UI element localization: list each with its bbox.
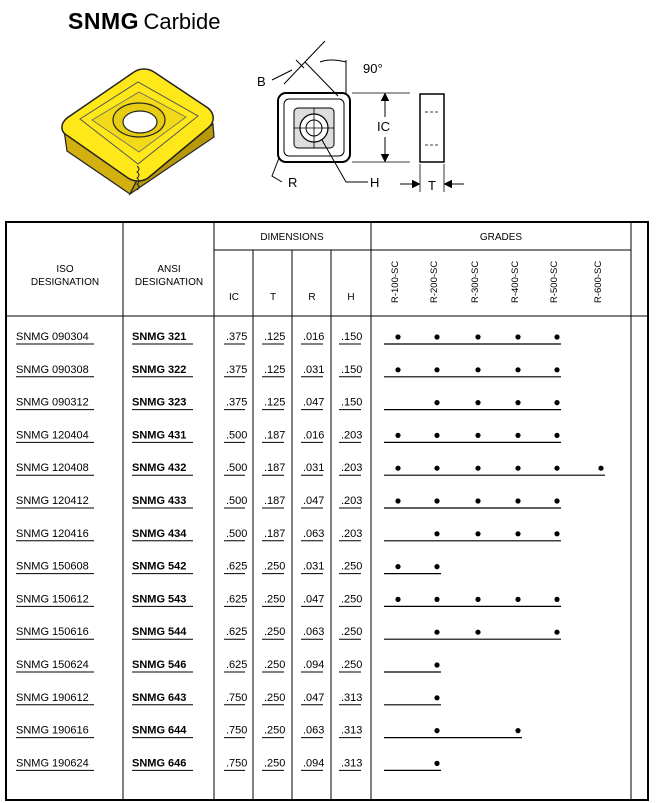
- dim-r: .047: [303, 691, 325, 704]
- angle-label: 90°: [363, 61, 383, 76]
- dim-t: .250: [264, 691, 286, 704]
- ansi-designation: SNMG 433: [132, 495, 187, 507]
- iso-designation: SNMG 150616: [16, 626, 89, 639]
- dim-t: .187: [264, 429, 286, 442]
- iso-designation: SNMG 190612: [16, 691, 89, 704]
- dim-r: .031: [303, 462, 325, 475]
- grade-available-dot: [475, 630, 480, 635]
- grade-available-dot: [395, 433, 400, 438]
- dim-header-r: R: [308, 292, 316, 303]
- dim-r: .031: [303, 560, 325, 573]
- ansi-designation: SNMG 543: [132, 593, 187, 606]
- title-material: Carbide: [143, 9, 221, 34]
- iso-header-line2: DESIGNATION: [30, 277, 100, 288]
- ansi-designation: SNMG 322: [132, 363, 187, 376]
- grade-available-dot: [395, 334, 400, 339]
- spec-table-frame: [6, 222, 648, 800]
- dim-h: .150: [341, 331, 363, 343]
- grade-available-dot: [554, 498, 559, 503]
- grade-available-dot: [554, 400, 559, 405]
- grade-available-dot: [475, 367, 480, 372]
- dim-t: .250: [264, 593, 286, 606]
- dim-h: .313: [341, 757, 363, 770]
- dim-r: .047: [303, 396, 325, 409]
- table-row: [16, 462, 605, 475]
- b-label: B: [257, 74, 266, 89]
- dim-h: .150: [341, 363, 363, 376]
- grade-available-dot: [515, 597, 520, 602]
- dim-t: .250: [264, 659, 286, 671]
- dim-ic: .500: [226, 429, 248, 442]
- grade-available-dot: [515, 433, 520, 438]
- ansi-designation: SNMG 432: [132, 462, 187, 475]
- table-row: [16, 725, 522, 738]
- dim-r: .094: [303, 757, 325, 770]
- dim-t: .187: [264, 527, 286, 540]
- dim-header-t: T: [269, 292, 277, 303]
- dim-t: .250: [264, 724, 286, 737]
- dim-h: .250: [341, 560, 363, 573]
- grade-available-dot: [395, 367, 400, 372]
- ansi-designation: SNMG 646: [132, 757, 187, 770]
- grade-available-dot: [475, 334, 480, 339]
- grade-available-dot: [434, 597, 439, 602]
- grade-available-dot: [554, 433, 559, 438]
- grade-available-dot: [554, 334, 559, 339]
- grade-available-dot: [434, 334, 439, 339]
- dim-ic: .375: [226, 331, 248, 343]
- iso-designation: SNMG 120404: [16, 429, 89, 442]
- iso-designation: SNMG 150624: [16, 659, 89, 671]
- grade-available-dot: [554, 367, 559, 372]
- grade-available-dot: [515, 531, 520, 536]
- grade-available-dot: [434, 728, 439, 733]
- dim-h: .313: [341, 724, 363, 737]
- table-row: [16, 593, 561, 606]
- grade-available-dot: [554, 466, 559, 471]
- grade-available-dot: [515, 367, 520, 372]
- table-row: [16, 626, 561, 639]
- grade-available-dot: [515, 498, 520, 503]
- dim-t: .250: [264, 757, 286, 770]
- grade-available-dot: [475, 498, 480, 503]
- iso-designation: SNMG 150608: [16, 560, 89, 573]
- dim-t: .250: [264, 560, 286, 573]
- grade-available-dot: [475, 597, 480, 602]
- dim-ic: .500: [226, 462, 248, 475]
- grade-available-dot: [554, 531, 559, 536]
- grade-available-dot: [554, 597, 559, 602]
- table-row: [16, 397, 561, 410]
- dim-h: .203: [341, 527, 363, 540]
- grade-available-dot: [434, 761, 439, 766]
- grade-header-r-400-sc: R-400-SC: [510, 260, 521, 303]
- iso-designation: SNMG 190624: [16, 757, 89, 770]
- grade-available-dot: [434, 531, 439, 536]
- dim-r: .047: [303, 593, 325, 606]
- dim-t: .125: [264, 331, 286, 343]
- grade-available-dot: [515, 466, 520, 471]
- ansi-designation: SNMG 323: [132, 396, 187, 409]
- grade-available-dot: [475, 433, 480, 438]
- iso-designation: SNMG 190616: [16, 724, 89, 737]
- grade-header-group: [390, 261, 604, 303]
- dim-r: .031: [303, 363, 325, 376]
- dim-h: .203: [341, 429, 363, 442]
- dim-ic: .750: [226, 757, 248, 770]
- ansi-designation: SNMG 544: [132, 626, 187, 639]
- title-code: SNMG: [68, 8, 139, 34]
- iso-designation: SNMG 090312: [16, 396, 89, 409]
- grade-available-dot: [434, 498, 439, 503]
- dim-h: .250: [341, 659, 363, 671]
- dim-r: .063: [303, 724, 325, 737]
- iso-designation: SNMG 150612: [16, 593, 89, 606]
- dim-h: .313: [341, 691, 363, 704]
- grade-available-dot: [475, 466, 480, 471]
- grade-available-dot: [515, 400, 520, 405]
- iso-designation: SNMG 090308: [16, 363, 89, 376]
- h-label: H: [370, 175, 380, 190]
- dim-ic: .625: [226, 560, 248, 573]
- grade-available-dot: [434, 400, 439, 405]
- ansi-designation: SNMG 644: [132, 724, 187, 737]
- ansi-header-line1: ANSI: [157, 264, 181, 275]
- dim-r: .063: [303, 626, 325, 639]
- dim-h: .203: [341, 462, 363, 475]
- table-header: [31, 232, 523, 303]
- insert-illustration: [62, 69, 214, 194]
- grade-available-dot: [395, 564, 400, 569]
- iso-header-line1: ISO: [56, 264, 74, 275]
- grade-header-r-600-sc: R-600-SC: [593, 260, 604, 303]
- dim-t: .187: [264, 495, 286, 507]
- dim-ic: .625: [226, 593, 248, 606]
- table-row: [16, 757, 441, 770]
- dim-ic: .375: [226, 396, 248, 409]
- grade-available-dot: [515, 334, 520, 339]
- table-row: [16, 561, 441, 574]
- dimensions-header: DIMENSIONS: [260, 232, 324, 243]
- dim-t: .125: [264, 396, 286, 409]
- ansi-designation: SNMG 542: [132, 560, 187, 573]
- dim-r: .094: [303, 659, 325, 671]
- grade-available-dot: [434, 662, 439, 667]
- grade-available-dot: [434, 695, 439, 700]
- grades-header: GRADES: [479, 232, 523, 243]
- table-row: [16, 429, 561, 442]
- grade-header-r-300-sc: R-300-SC: [470, 260, 481, 303]
- dim-t: .125: [264, 363, 286, 376]
- grade-available-dot: [395, 597, 400, 602]
- table-body: [16, 331, 605, 770]
- table-row: [16, 364, 561, 377]
- table-row: [16, 528, 561, 541]
- ansi-designation: SNMG 643: [132, 691, 187, 704]
- r-label: R: [288, 175, 298, 190]
- dim-r: .016: [303, 429, 325, 442]
- grade-available-dot: [434, 466, 439, 471]
- ansi-designation: SNMG 546: [132, 659, 187, 671]
- grade-available-dot: [395, 498, 400, 503]
- ansi-designation: SNMG 431: [132, 429, 187, 442]
- iso-designation: SNMG 090304: [16, 331, 89, 343]
- dim-t: .187: [264, 462, 286, 475]
- grade-available-dot: [475, 400, 480, 405]
- table-row: [16, 331, 561, 344]
- dim-ic: .625: [226, 626, 248, 639]
- iso-designation: SNMG 120416: [16, 527, 89, 540]
- dim-r: .016: [303, 331, 325, 343]
- ansi-designation: SNMG 434: [132, 527, 187, 540]
- dim-t: .250: [264, 626, 286, 639]
- grade-available-dot: [515, 728, 520, 733]
- table-row: [16, 692, 441, 705]
- dim-r: .047: [303, 495, 325, 507]
- dim-ic: .500: [226, 527, 248, 540]
- grade-available-dot: [598, 466, 603, 471]
- ic-label: IC: [377, 119, 390, 134]
- grade-available-dot: [434, 630, 439, 635]
- grade-available-dot: [395, 466, 400, 471]
- grade-header-r-100-sc: R-100-SC: [390, 260, 401, 303]
- dim-ic: .750: [226, 691, 248, 704]
- dim-ic: .625: [226, 659, 248, 671]
- ansi-designation: SNMG 321: [132, 331, 187, 343]
- iso-designation: SNMG 120408: [16, 462, 89, 475]
- table-row: [16, 659, 441, 672]
- grade-header-r-200-sc: R-200-SC: [429, 260, 440, 303]
- dim-h: .203: [341, 495, 363, 507]
- dim-ic: .375: [226, 363, 248, 376]
- iso-designation: SNMG 120412: [16, 495, 89, 507]
- ansi-header-line2: DESIGNATION: [134, 277, 204, 288]
- grade-available-dot: [434, 433, 439, 438]
- t-label: T: [428, 178, 436, 193]
- grade-available-dot: [434, 564, 439, 569]
- table-row: [16, 495, 561, 508]
- dim-ic: .500: [226, 495, 248, 507]
- dim-h: .250: [341, 626, 363, 639]
- dim-r: .063: [303, 527, 325, 540]
- dim-h: .250: [341, 593, 363, 606]
- grade-header-r-500-sc: R-500-SC: [549, 260, 560, 303]
- dim-h: .150: [341, 396, 363, 409]
- grade-available-dot: [554, 630, 559, 635]
- grade-available-dot: [434, 367, 439, 372]
- dim-ic: .750: [226, 724, 248, 737]
- dim-header-ic: IC: [229, 292, 239, 303]
- grade-available-dot: [475, 531, 480, 536]
- dim-header-h: H: [347, 292, 355, 303]
